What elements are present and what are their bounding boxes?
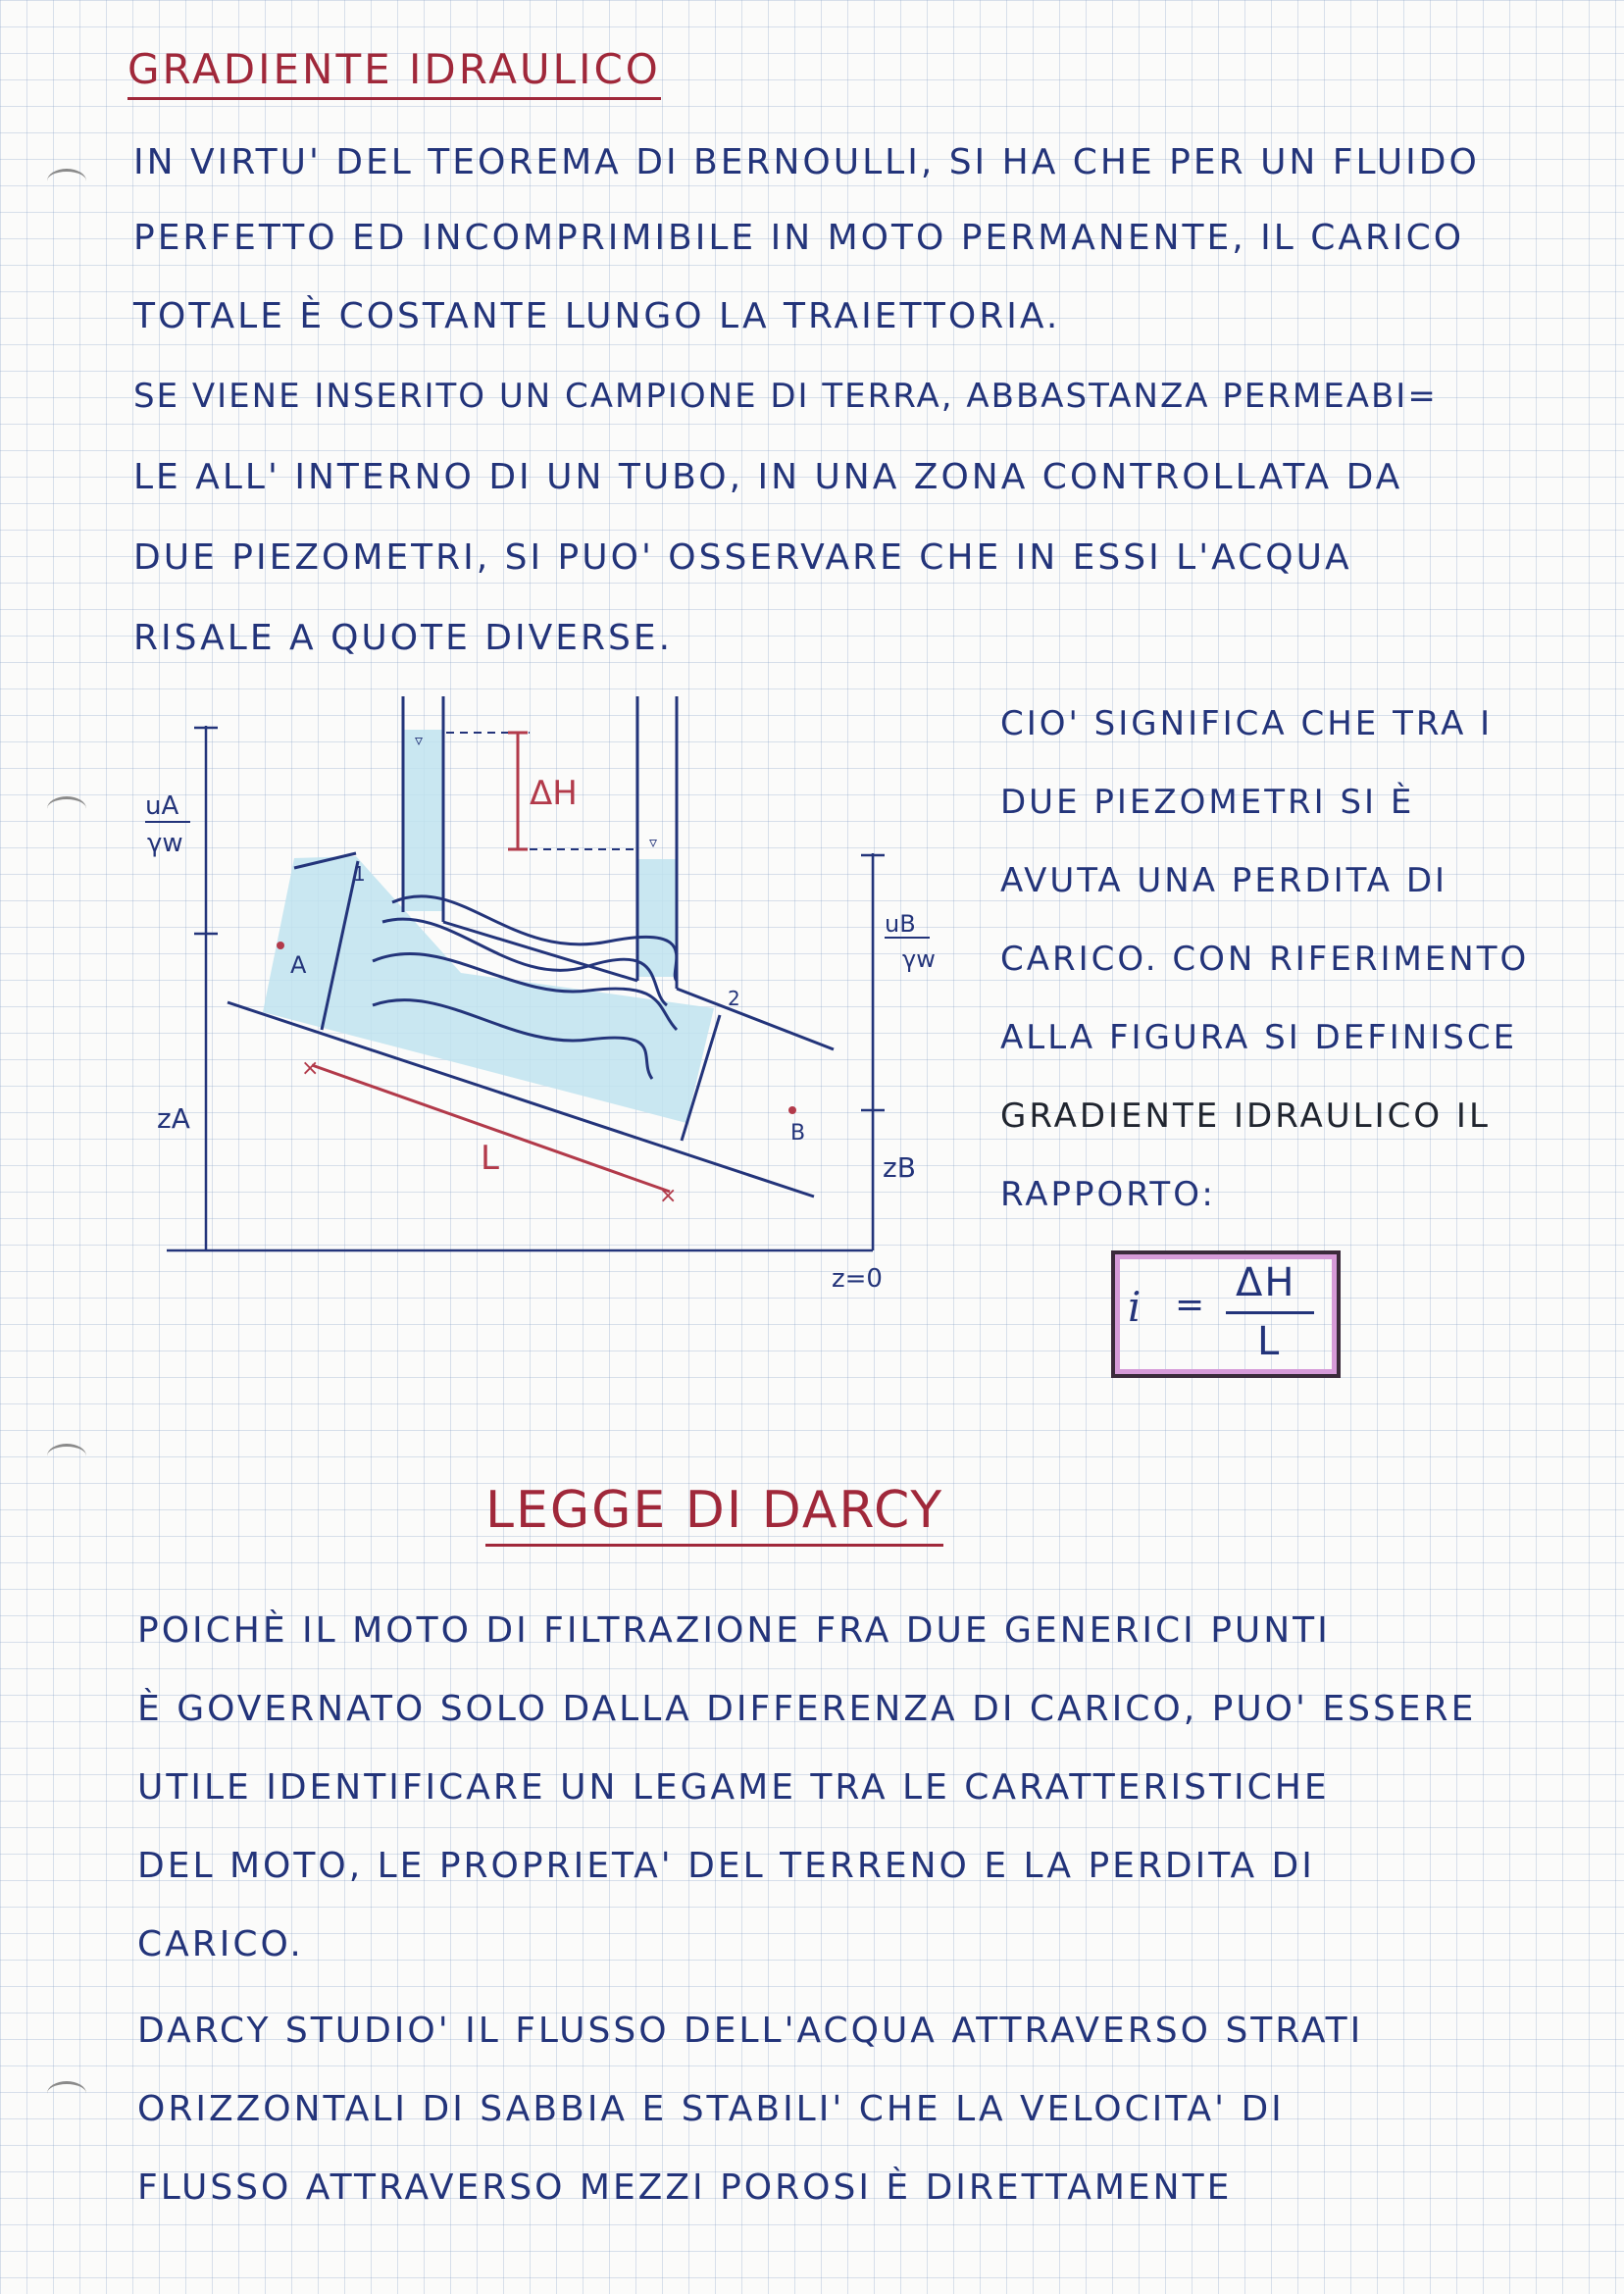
side-text-line: AVUTA UNA PERDITA DI	[1000, 861, 1448, 900]
text-line: LE ALL' INTERNO DI UN TUBO, IN UNA ZONA CONTROLLATA DA	[133, 457, 1403, 497]
ub-numerator: uB	[885, 910, 916, 938]
point-b-dot	[788, 1106, 796, 1114]
text-line: CARICO.	[137, 1924, 304, 1964]
piezometer-2-water	[637, 859, 677, 977]
ua-numerator: uA	[145, 791, 179, 821]
text-line: PERFETTO ED INCOMPRIMIBILE IN MOTO PERMANENTE, IL CARICO	[133, 218, 1465, 258]
text-line: RISALE A QUOTE DIVERSE.	[133, 618, 674, 658]
side-text-line: ALLA FIGURA SI DEFINISCE	[1000, 1018, 1518, 1057]
point-a-dot	[277, 942, 284, 949]
text-line: DUE PIEZOMETRI, SI PUO' OSSERVARE CHE IN ESSI L'ACQUA	[133, 537, 1352, 578]
delta-h-label: ΔH	[530, 774, 578, 813]
za-label: zA	[157, 1102, 190, 1135]
formula-i: i	[1128, 1283, 1142, 1331]
text-line: UTILE IDENTIFICARE UN LEGAME TRA LE CARATTERISTICHE	[137, 1767, 1330, 1808]
text-line: SE VIENE INSERITO UN CAMPIONE DI TERRA, ABBASTANZA PERMEABI=	[133, 377, 1438, 416]
binder-ring-3	[47, 1444, 86, 1468]
formula-numerator: ΔH	[1236, 1260, 1296, 1305]
binder-ring-1	[47, 169, 86, 193]
datum-label: z=0	[832, 1264, 883, 1294]
text-line: TOTALE È COSTANTE LUNGO LA TRAIETTORIA.	[133, 296, 1061, 336]
formula-box	[1111, 1250, 1341, 1378]
text-line: ORIZZONTALI DI SABBIA E STABILI' CHE LA VELOCITA' DI	[137, 2089, 1285, 2129]
length-label: L	[481, 1139, 499, 1178]
pipe-upper-wall-mid	[443, 922, 637, 981]
side-text-line: CARICO. CON RIFERIMENTO	[1000, 940, 1530, 979]
piezometer-1-water	[403, 730, 442, 911]
zb-label: zB	[883, 1151, 916, 1184]
water-level-mark-2: ▿	[649, 833, 658, 851]
section-title-gradiente: GRADIENTE IDRAULICO	[127, 45, 661, 100]
ua-denominator: γw	[147, 829, 183, 858]
text-line: È GOVERNATO SOLO DALLA DIFFERENZA DI CARICO, PUO' ESSERE	[137, 1689, 1477, 1729]
section-1-label: 1	[353, 862, 366, 886]
binder-ring-4	[47, 2081, 86, 2106]
side-text-line: CIO' SIGNIFICA CHE TRA I	[1000, 704, 1494, 743]
text-line: DARCY STUDIO' IL FLUSSO DELL'ACQUA ATTRAVERSO STRATI	[137, 2011, 1364, 2051]
fraction-bar	[1226, 1311, 1314, 1314]
permeameter-diagram	[0, 667, 981, 1295]
side-text-line: GRADIENTE IDRAULICO IL	[1000, 1096, 1491, 1136]
formula-denominator: L	[1257, 1319, 1280, 1364]
length-end-mark: ×	[659, 1184, 678, 1208]
section-2-label: 2	[728, 987, 740, 1010]
water-level-mark-1: ▿	[415, 731, 424, 749]
text-line: DEL MOTO, LE PROPRIETA' DEL TERRENO E LA PERDITA DI	[137, 1846, 1315, 1886]
ub-denominator: γw	[902, 945, 936, 973]
text-line: IN VIRTU' DEL TEOREMA DI BERNOULLI, SI HA CHE PER UN FLUIDO	[133, 142, 1480, 182]
section-title-darcy: LEGGE DI DARCY	[485, 1481, 943, 1547]
side-text-line: RAPPORTO:	[1000, 1175, 1216, 1214]
text-line: POICHÈ IL MOTO DI FILTRAZIONE FRA DUE GENERICI PUNTI	[137, 1610, 1331, 1651]
point-a-label: A	[290, 951, 307, 979]
formula-equals: =	[1175, 1285, 1205, 1325]
length-start-mark: ×	[301, 1056, 320, 1081]
point-b-label: B	[790, 1121, 806, 1146]
text-line: FLUSSO ATTRAVERSO MEZZI POROSI È DIRETTAMENTE	[137, 2167, 1233, 2208]
side-text-line: DUE PIEZOMETRI SI È	[1000, 783, 1415, 822]
